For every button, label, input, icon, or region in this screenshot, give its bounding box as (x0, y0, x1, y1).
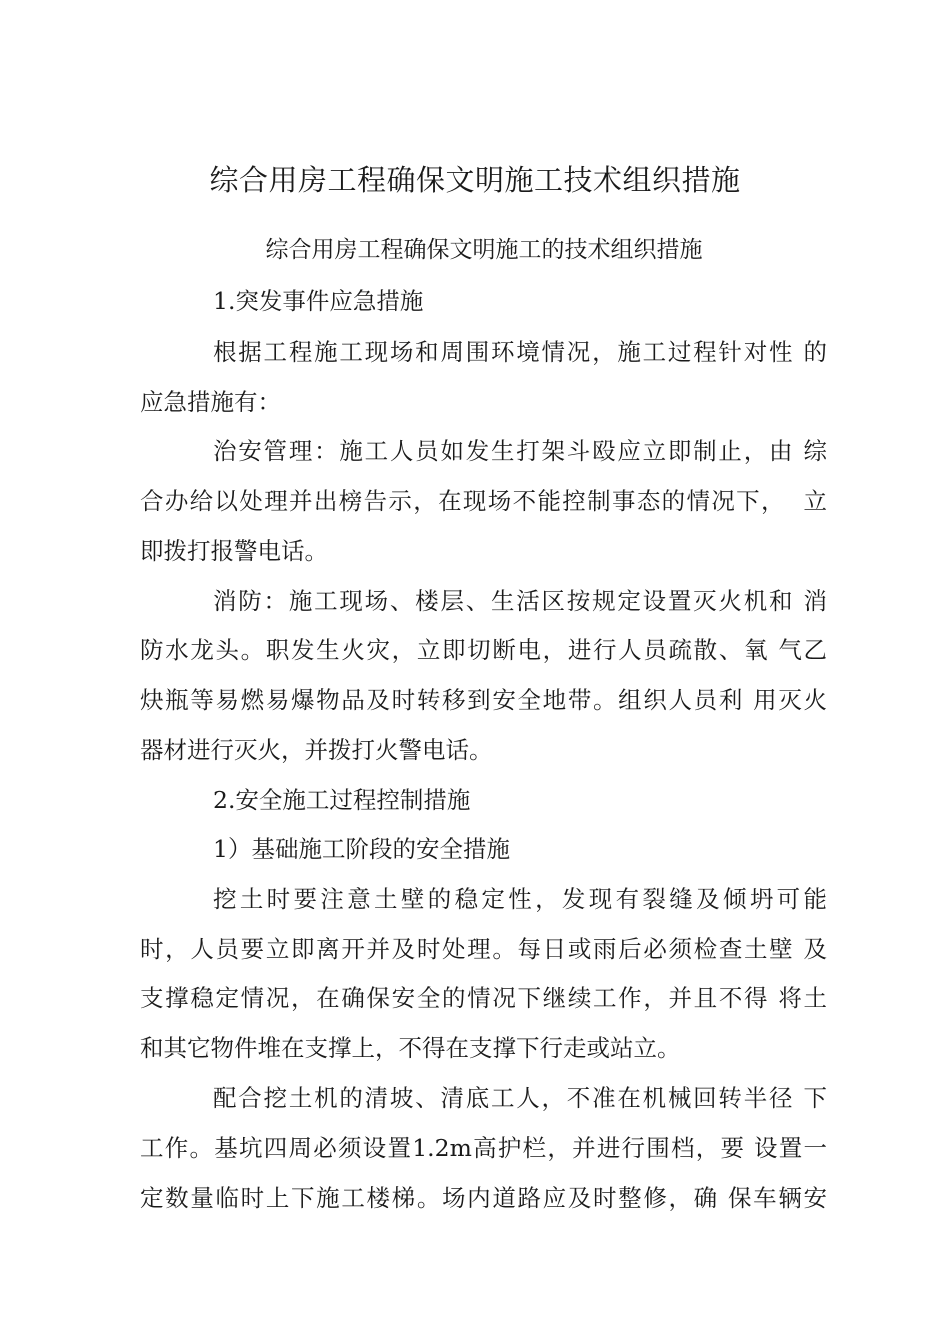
section-heading: 1.突发事件应急措施 (213, 287, 424, 315)
paragraph-line: 时，人员要立即离开并及时处理。每日或雨后必须检查土壁 及 (140, 935, 827, 963)
paragraph-line: 应急措施有： (140, 388, 281, 416)
document-title: 综合用房工程确保文明施工技术组织措施 (209, 163, 741, 197)
paragraph-line: 治安管理：施工人员如发生打架斗殴应立即制止，由 综 (213, 437, 827, 465)
paragraph-line: 支撑稳定情况，在确保安全的情况下继续工作，并且不得 将土 (140, 984, 827, 1012)
subsection-heading: 1）基础施工阶段的安全措施 (213, 835, 510, 863)
paragraph-line: 挖土时要注意土壁的稳定性，发现有裂缝及倾坍可能 (213, 885, 827, 913)
paragraph-line: 防水龙头。职发生火灾，立即切断电，进行人员疏散、氧 气乙 (140, 636, 827, 664)
paragraph-line: 炔瓶等易燃易爆物品及时转移到安全地带。组织人员利 用灭火 (140, 686, 827, 714)
paragraph-line: 消防：施工现场、楼层、生活区按规定设置灭火机和 消 (213, 587, 827, 615)
document-subtitle: 综合用房工程确保文明施工的技术组织措施 (265, 237, 703, 263)
paragraph-line: 即拨打报警电话。 (140, 537, 328, 565)
paragraph-line: 根据工程施工现场和周围环境情况，施工过程针对性 的 (213, 338, 827, 366)
paragraph-line: 器材进行灭火，并拨打火警电话。 (140, 736, 493, 764)
paragraph-line: 工作。基坑四周必须设置1.2m高护栏，并进行围档，要 设置一 (140, 1134, 827, 1162)
paragraph-line: 合办给以处理并出榜告示，在现场不能控制事态的情况下， 立 (140, 487, 827, 515)
paragraph-line: 定数量临时上下施工楼梯。场内道路应及时整修，确 保车辆安 (140, 1184, 827, 1212)
paragraph-line: 配合挖土机的清坡、清底工人，不准在机械回转半径 下 (213, 1084, 827, 1112)
paragraph-line: 和其它物件堆在支撑上，不得在支撑下行走或站立。 (140, 1034, 681, 1062)
section-heading: 2.安全施工过程控制措施 (213, 786, 471, 814)
